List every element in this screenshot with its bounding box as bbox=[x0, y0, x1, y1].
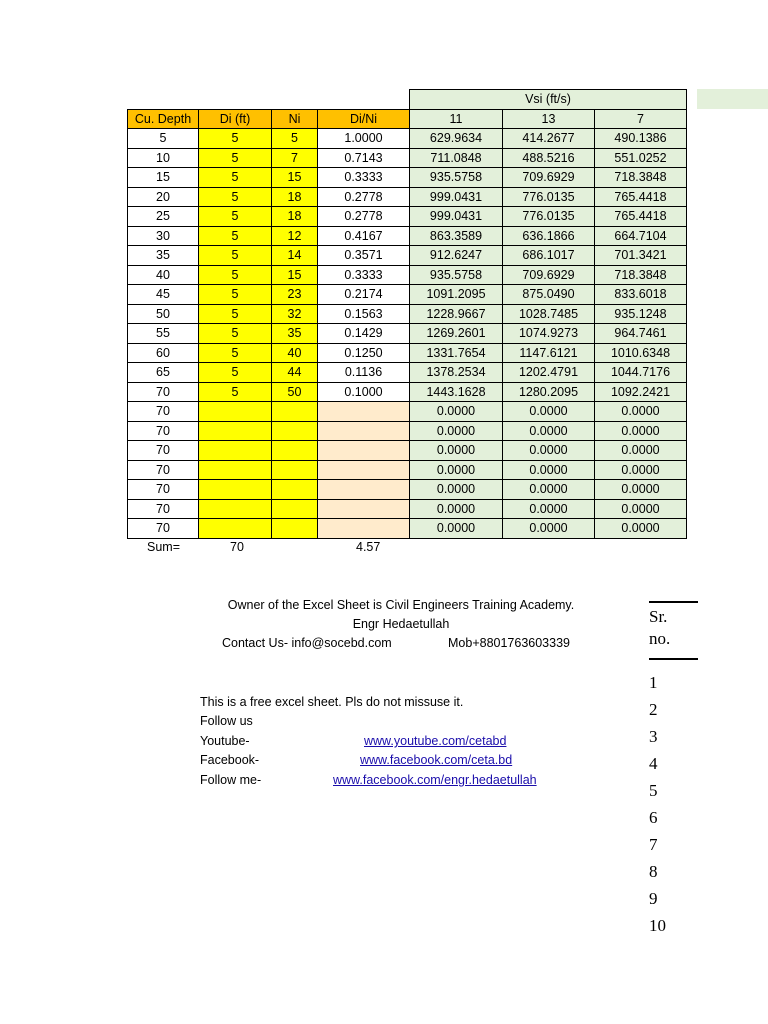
cell-cu-depth[interactable]: 70 bbox=[128, 382, 199, 402]
cell-ni[interactable] bbox=[272, 499, 318, 519]
sr-label-line1: Sr. bbox=[649, 607, 668, 626]
table-row bbox=[128, 382, 687, 402]
cell-cu-depth[interactable]: 25 bbox=[128, 207, 199, 227]
vsi-header[interactable]: Vsi (ft/s) bbox=[410, 90, 687, 110]
sr-number: 5 bbox=[649, 781, 658, 800]
cell-di-ni[interactable]: 0.3333 bbox=[318, 265, 410, 285]
cell-ni[interactable] bbox=[272, 460, 318, 480]
cell-vsi-13[interactable]: 1280.2095 bbox=[503, 382, 595, 402]
owner-text: Owner of the Excel Sheet is Civil Engineers Training Academy. bbox=[227, 598, 575, 612]
cell-vsi-11[interactable]: 863.3589 bbox=[410, 226, 503, 246]
cell-di[interactable]: 5 bbox=[199, 246, 272, 266]
sr-number: 6 bbox=[649, 808, 658, 827]
youtube-link[interactable]: www.youtube.com/cetabd bbox=[364, 734, 507, 748]
cell-di[interactable]: 5 bbox=[199, 265, 272, 285]
table-row bbox=[128, 226, 687, 246]
table-row bbox=[128, 285, 687, 305]
cell-vsi-7[interactable]: 0.0000 bbox=[595, 499, 687, 519]
cell-vsi-13[interactable]: 488.5216 bbox=[503, 148, 595, 168]
cell-cu-depth[interactable]: 60 bbox=[128, 343, 199, 363]
cell-ni[interactable] bbox=[272, 421, 318, 441]
follow-me-label: Follow me- bbox=[200, 773, 262, 787]
cell-vsi-11[interactable]: 912.6247 bbox=[410, 246, 503, 266]
cell-vsi-7[interactable]: 551.0252 bbox=[595, 148, 687, 168]
cell-vsi-7[interactable]: 0.0000 bbox=[595, 460, 687, 480]
vs-calculation-table bbox=[127, 89, 687, 539]
cell-vsi-13[interactable]: 776.0135 bbox=[503, 207, 595, 227]
cell-vsi-13[interactable]: 1028.7485 bbox=[503, 304, 595, 324]
cell-ni[interactable] bbox=[272, 441, 318, 461]
table-row bbox=[128, 129, 687, 149]
cell-di[interactable]: 5 bbox=[199, 168, 272, 188]
cell-vsi-7[interactable]: 0.0000 bbox=[595, 480, 687, 500]
table-row bbox=[128, 168, 687, 188]
cell-vsi-7[interactable]: 701.3421 bbox=[595, 246, 687, 266]
cell-cu-depth[interactable]: 65 bbox=[128, 363, 199, 383]
cell-vsi-13[interactable]: 0.0000 bbox=[503, 402, 595, 422]
sr-number: 2 bbox=[649, 700, 658, 719]
cell-vsi-13[interactable]: 636.1866 bbox=[503, 226, 595, 246]
table-row bbox=[128, 324, 687, 344]
cell-vsi-13[interactable]: 1147.6121 bbox=[503, 343, 595, 363]
sr-number: 3 bbox=[649, 727, 658, 746]
cell-vsi-13[interactable]: 0.0000 bbox=[503, 519, 595, 539]
cell-di-ni[interactable]: 0.1000 bbox=[318, 382, 410, 402]
follow-us-label: Follow us bbox=[200, 714, 253, 728]
cell-cu-depth[interactable]: 70 bbox=[128, 402, 199, 422]
cell-cu-depth[interactable]: 40 bbox=[128, 265, 199, 285]
cell-ni[interactable]: 5 bbox=[272, 129, 318, 149]
table-row bbox=[128, 421, 687, 441]
cell-di[interactable] bbox=[199, 480, 272, 500]
cell-cu-depth[interactable]: 20 bbox=[128, 187, 199, 207]
cell-vsi-13[interactable]: 709.6929 bbox=[503, 168, 595, 188]
cell-di-ni[interactable]: 0.7143 bbox=[318, 148, 410, 168]
header-ni[interactable]: Ni bbox=[272, 109, 318, 129]
cell-cu-depth[interactable]: 15 bbox=[128, 168, 199, 188]
cell-vsi-7[interactable]: 0.0000 bbox=[595, 402, 687, 422]
cell-vsi-11[interactable]: 0.0000 bbox=[410, 519, 503, 539]
cell-cu-depth[interactable]: 30 bbox=[128, 226, 199, 246]
cell-di[interactable] bbox=[199, 519, 272, 539]
cell-vsi-13[interactable]: 414.2677 bbox=[503, 129, 595, 149]
contact-mobile: Mob+8801763603339 bbox=[448, 636, 570, 650]
cell-cu-depth[interactable]: 5 bbox=[128, 129, 199, 149]
cell-di-ni[interactable] bbox=[318, 441, 410, 461]
cell-di-ni[interactable]: 0.1250 bbox=[318, 343, 410, 363]
header-vsi-11[interactable]: 11 bbox=[410, 109, 503, 129]
cell-di-ni[interactable] bbox=[318, 480, 410, 500]
cell-ni[interactable]: 15 bbox=[272, 265, 318, 285]
sr-number: 1 bbox=[649, 673, 658, 692]
facebook-link[interactable]: www.facebook.com/ceta.bd bbox=[360, 753, 513, 767]
free-note: This is a free excel sheet. Pls do not missuse it. bbox=[200, 695, 464, 709]
cell-vsi-7[interactable]: 1044.7176 bbox=[595, 363, 687, 383]
cell-vsi-11[interactable]: 1091.2095 bbox=[410, 285, 503, 305]
cell-di[interactable]: 5 bbox=[199, 304, 272, 324]
cell-vsi-11[interactable]: 1443.1628 bbox=[410, 382, 503, 402]
cell-vsi-13[interactable]: 776.0135 bbox=[503, 187, 595, 207]
table-row bbox=[128, 460, 687, 480]
cell-cu-depth[interactable]: 70 bbox=[128, 519, 199, 539]
header-di-ni[interactable]: Di/Ni bbox=[318, 109, 410, 129]
cell-ni[interactable]: 18 bbox=[272, 207, 318, 227]
sum-ratio-value: 4.57 bbox=[356, 540, 381, 554]
header-di[interactable]: Di (ft) bbox=[199, 109, 272, 129]
table-row bbox=[128, 246, 687, 266]
cell-vsi-11[interactable]: 0.0000 bbox=[410, 499, 503, 519]
cell-vsi-7[interactable]: 833.6018 bbox=[595, 285, 687, 305]
sr-number: 7 bbox=[649, 835, 658, 854]
cell-cu-depth[interactable]: 70 bbox=[128, 480, 199, 500]
cell-vsi-7[interactable]: 718.3848 bbox=[595, 168, 687, 188]
cell-cu-depth[interactable]: 10 bbox=[128, 148, 199, 168]
cell-ni[interactable]: 14 bbox=[272, 246, 318, 266]
table-row bbox=[128, 265, 687, 285]
sr-label-line2: no. bbox=[649, 629, 671, 648]
cell-ni[interactable]: 12 bbox=[272, 226, 318, 246]
cell-vsi-7[interactable]: 0.0000 bbox=[595, 519, 687, 539]
cell-di[interactable]: 5 bbox=[199, 148, 272, 168]
cell-vsi-13[interactable]: 0.0000 bbox=[503, 499, 595, 519]
contact-email: Contact Us- info@socebd.com bbox=[222, 636, 392, 650]
cell-vsi-11[interactable]: 1228.9667 bbox=[410, 304, 503, 324]
cell-di-ni[interactable]: 0.2778 bbox=[318, 187, 410, 207]
table-row bbox=[128, 207, 687, 227]
cell-ni[interactable]: 32 bbox=[272, 304, 318, 324]
cell-vsi-13[interactable]: 0.0000 bbox=[503, 441, 595, 461]
cell-cu-depth[interactable]: 50 bbox=[128, 304, 199, 324]
cell-ni[interactable]: 44 bbox=[272, 363, 318, 383]
table-row bbox=[128, 304, 687, 324]
cell-ni[interactable]: 23 bbox=[272, 285, 318, 305]
vsi-header-row bbox=[128, 90, 687, 110]
youtube-label: Youtube- bbox=[200, 734, 250, 748]
cell-vsi-7[interactable]: 1092.2421 bbox=[595, 382, 687, 402]
vsi-header-extension bbox=[697, 89, 768, 109]
cell-di[interactable] bbox=[199, 499, 272, 519]
cell-di-ni[interactable]: 0.4167 bbox=[318, 226, 410, 246]
cell-vsi-13[interactable]: 1202.4791 bbox=[503, 363, 595, 383]
sr-number: 10 bbox=[649, 916, 666, 935]
engineer-name: Engr Hedaetullah bbox=[352, 617, 450, 631]
cell-ni[interactable]: 18 bbox=[272, 187, 318, 207]
cell-vsi-11[interactable]: 0.0000 bbox=[410, 480, 503, 500]
cell-vsi-11[interactable]: 935.5758 bbox=[410, 168, 503, 188]
cell-vsi-7[interactable]: 0.0000 bbox=[595, 441, 687, 461]
cell-di[interactable]: 5 bbox=[199, 285, 272, 305]
sr-no-header bbox=[649, 606, 670, 650]
cell-ni[interactable]: 40 bbox=[272, 343, 318, 363]
cell-vsi-13[interactable]: 1074.9273 bbox=[503, 324, 595, 344]
cell-ni[interactable]: 15 bbox=[272, 168, 318, 188]
cell-di-ni[interactable]: 0.3333 bbox=[318, 168, 410, 188]
cell-di-ni[interactable] bbox=[318, 499, 410, 519]
cell-cu-depth[interactable]: 70 bbox=[128, 499, 199, 519]
cell-cu-depth[interactable]: 35 bbox=[128, 246, 199, 266]
table-row bbox=[128, 441, 687, 461]
cell-di[interactable]: 5 bbox=[199, 207, 272, 227]
table-row bbox=[128, 480, 687, 500]
cell-vsi-13[interactable]: 0.0000 bbox=[503, 421, 595, 441]
cell-vsi-7[interactable]: 765.4418 bbox=[595, 207, 687, 227]
cell-ni[interactable]: 7 bbox=[272, 148, 318, 168]
cell-ni[interactable] bbox=[272, 402, 318, 422]
cell-di[interactable] bbox=[199, 421, 272, 441]
cell-vsi-11[interactable]: 0.0000 bbox=[410, 402, 503, 422]
cell-ni[interactable] bbox=[272, 519, 318, 539]
table-row bbox=[128, 363, 687, 383]
cell-vsi-11[interactable]: 629.9634 bbox=[410, 129, 503, 149]
cell-di[interactable]: 5 bbox=[199, 129, 272, 149]
sr-top-rule bbox=[649, 601, 698, 603]
cell-vsi-11[interactable]: 1331.7654 bbox=[410, 343, 503, 363]
header-cu-depth[interactable]: Cu. Depth bbox=[128, 109, 199, 129]
cell-vsi-13[interactable]: 0.0000 bbox=[503, 460, 595, 480]
cell-di-ni[interactable] bbox=[318, 460, 410, 480]
cell-vsi-7[interactable]: 1010.6348 bbox=[595, 343, 687, 363]
cell-di[interactable] bbox=[199, 460, 272, 480]
cell-di[interactable]: 5 bbox=[199, 382, 272, 402]
cell-vsi-7[interactable]: 664.7104 bbox=[595, 226, 687, 246]
table-row bbox=[128, 148, 687, 168]
cell-di-ni[interactable]: 0.1136 bbox=[318, 363, 410, 383]
cell-di[interactable]: 5 bbox=[199, 187, 272, 207]
cell-vsi-7[interactable]: 964.7461 bbox=[595, 324, 687, 344]
table-row bbox=[128, 187, 687, 207]
sr-number: 4 bbox=[649, 754, 658, 773]
cell-di-ni[interactable] bbox=[318, 421, 410, 441]
cell-vsi-13[interactable]: 875.0490 bbox=[503, 285, 595, 305]
cell-vsi-7[interactable]: 0.0000 bbox=[595, 421, 687, 441]
cell-vsi-11[interactable]: 999.0431 bbox=[410, 207, 503, 227]
cell-vsi-11[interactable]: 0.0000 bbox=[410, 460, 503, 480]
cell-di-ni[interactable]: 0.1563 bbox=[318, 304, 410, 324]
cell-vsi-7[interactable]: 718.3848 bbox=[595, 265, 687, 285]
cell-ni[interactable] bbox=[272, 480, 318, 500]
cell-di[interactable] bbox=[199, 402, 272, 422]
cell-di-ni[interactable] bbox=[318, 519, 410, 539]
cell-cu-depth[interactable]: 70 bbox=[128, 441, 199, 461]
cell-ni[interactable]: 35 bbox=[272, 324, 318, 344]
cell-di-ni[interactable]: 0.2778 bbox=[318, 207, 410, 227]
table-row bbox=[128, 499, 687, 519]
column-header-row bbox=[128, 109, 687, 129]
cell-vsi-11[interactable]: 935.5758 bbox=[410, 265, 503, 285]
cell-cu-depth[interactable]: 70 bbox=[128, 460, 199, 480]
cell-cu-depth[interactable]: 70 bbox=[128, 421, 199, 441]
header-vsi-13[interactable]: 13 bbox=[503, 109, 595, 129]
cell-vsi-7[interactable]: 935.1248 bbox=[595, 304, 687, 324]
table-row bbox=[128, 519, 687, 539]
cell-di[interactable]: 5 bbox=[199, 343, 272, 363]
cell-vsi-11[interactable]: 999.0431 bbox=[410, 187, 503, 207]
table-row bbox=[128, 343, 687, 363]
facebook-label: Facebook- bbox=[200, 753, 260, 767]
follow-me-link[interactable]: www.facebook.com/engr.hedaetullah bbox=[333, 773, 537, 787]
cell-vsi-11[interactable]: 711.0848 bbox=[410, 148, 503, 168]
cell-di-ni[interactable]: 0.3571 bbox=[318, 246, 410, 266]
cell-di[interactable] bbox=[199, 441, 272, 461]
cell-vsi-13[interactable]: 686.1017 bbox=[503, 246, 595, 266]
sum-label: Sum= bbox=[147, 540, 181, 554]
cell-vsi-11[interactable]: 1378.2534 bbox=[410, 363, 503, 383]
table-row bbox=[128, 402, 687, 422]
cell-di-ni[interactable]: 1.0000 bbox=[318, 129, 410, 149]
cell-di-ni[interactable] bbox=[318, 402, 410, 422]
cell-cu-depth[interactable]: 45 bbox=[128, 285, 199, 305]
cell-ni[interactable]: 50 bbox=[272, 382, 318, 402]
cell-di-ni[interactable]: 0.1429 bbox=[318, 324, 410, 344]
cell-vsi-7[interactable]: 490.1386 bbox=[595, 129, 687, 149]
cell-vsi-11[interactable]: 0.0000 bbox=[410, 441, 503, 461]
cell-vsi-13[interactable]: 709.6929 bbox=[503, 265, 595, 285]
cell-vsi-13[interactable]: 0.0000 bbox=[503, 480, 595, 500]
cell-vsi-11[interactable]: 1269.2601 bbox=[410, 324, 503, 344]
sr-header-rule bbox=[649, 658, 698, 660]
sum-depth-value: 70 bbox=[230, 540, 244, 554]
sr-number: 8 bbox=[649, 862, 658, 881]
cell-vsi-7[interactable]: 765.4418 bbox=[595, 187, 687, 207]
cell-di[interactable]: 5 bbox=[199, 226, 272, 246]
sr-number: 9 bbox=[649, 889, 658, 908]
cell-di-ni[interactable]: 0.2174 bbox=[318, 285, 410, 305]
cell-vsi-11[interactable]: 0.0000 bbox=[410, 421, 503, 441]
header-vsi-7[interactable]: 7 bbox=[595, 109, 687, 129]
cell-cu-depth[interactable]: 55 bbox=[128, 324, 199, 344]
cell-di[interactable]: 5 bbox=[199, 324, 272, 344]
cell-di[interactable]: 5 bbox=[199, 363, 272, 383]
